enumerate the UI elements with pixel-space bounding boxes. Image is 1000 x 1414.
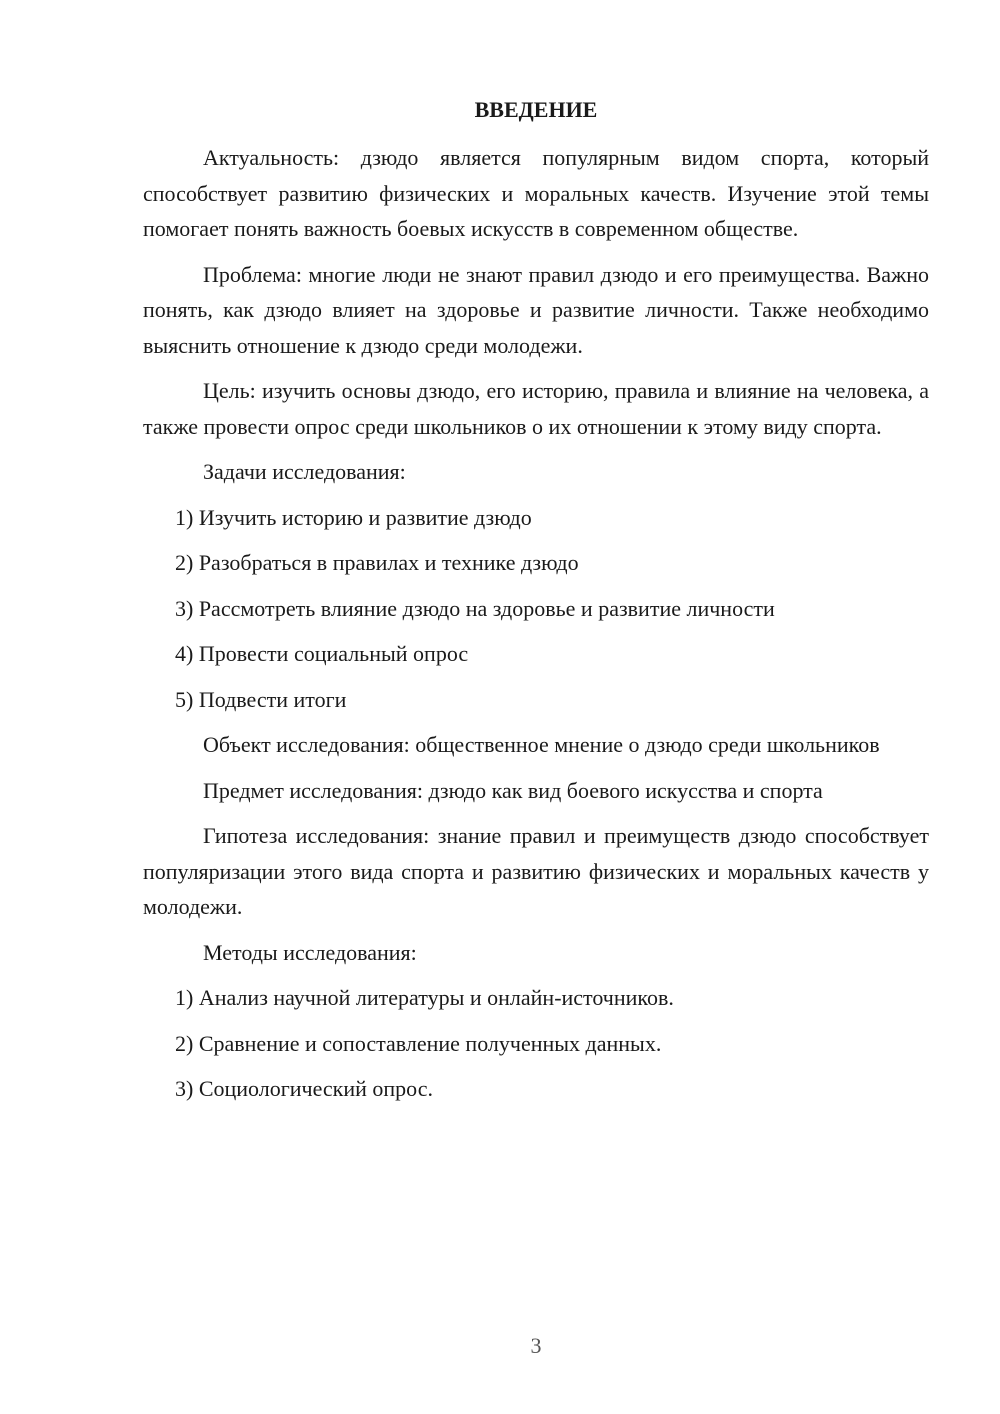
- hypothesis-paragraph: Гипотеза исследования: знание правил и преимуществ дзюдо способствует популяризации этого вида спорта и развитию физических и моральных качеств у молодежи.: [143, 823, 929, 919]
- page-number: 3: [530, 1333, 542, 1358]
- list-item: 2) Сравнение и сопоставление полученных данных.: [175, 1030, 662, 1056]
- list-item: 5) Подвести итоги: [175, 686, 347, 712]
- methods-list: [143, 980, 929, 1107]
- list-item: 3) Рассмотреть влияние дзюдо на здоровье и развитие личности: [175, 595, 775, 621]
- methods-heading: Методы исследования:: [203, 939, 417, 965]
- problem-paragraph: Проблема: многие люди не знают правил дзюдо и его преимущества. Важно понять, как дзюдо влияет на здоровье и развитие личности. Также необходимо выяснить отношение к дзюдо среди молодежи.: [143, 261, 929, 358]
- page-title: ВВЕДЕНИЕ: [474, 97, 598, 122]
- document-page: [143, 92, 929, 1117]
- tasks-list: [143, 500, 929, 718]
- list-item: 2) Разобраться в правилах и технике дзюдо: [175, 550, 579, 575]
- tasks-heading: Задачи исследования:: [203, 459, 406, 484]
- list-item: 3) Социологический опрос.: [175, 1076, 433, 1101]
- object-paragraph: Объект исследования: общественное мнение о дзюдо среди школьников: [203, 732, 880, 757]
- list-item: 1) Изучить историю и развитие дзюдо: [175, 504, 532, 530]
- relevance-paragraph: Актуальность: дзюдо является популярным видом спорта, который способствует развитию физических и моральных качеств. Изучение этой темы помогает понять важность боевых искусств в современном обществе.: [143, 145, 929, 241]
- list-item: 1) Анализ научной литературы и онлайн-источников.: [175, 985, 674, 1010]
- subject-paragraph: Предмет исследования: дзюдо как вид боевого искусства и спорта: [203, 777, 823, 803]
- goal-paragraph: Цель: изучить основы дзюдо, его историю, правила и влияние на человека, а также провести опрос среди школьников о их отношении к этому виду спорта.: [143, 378, 929, 439]
- list-item: 4) Провести социальный опрос: [175, 641, 469, 666]
